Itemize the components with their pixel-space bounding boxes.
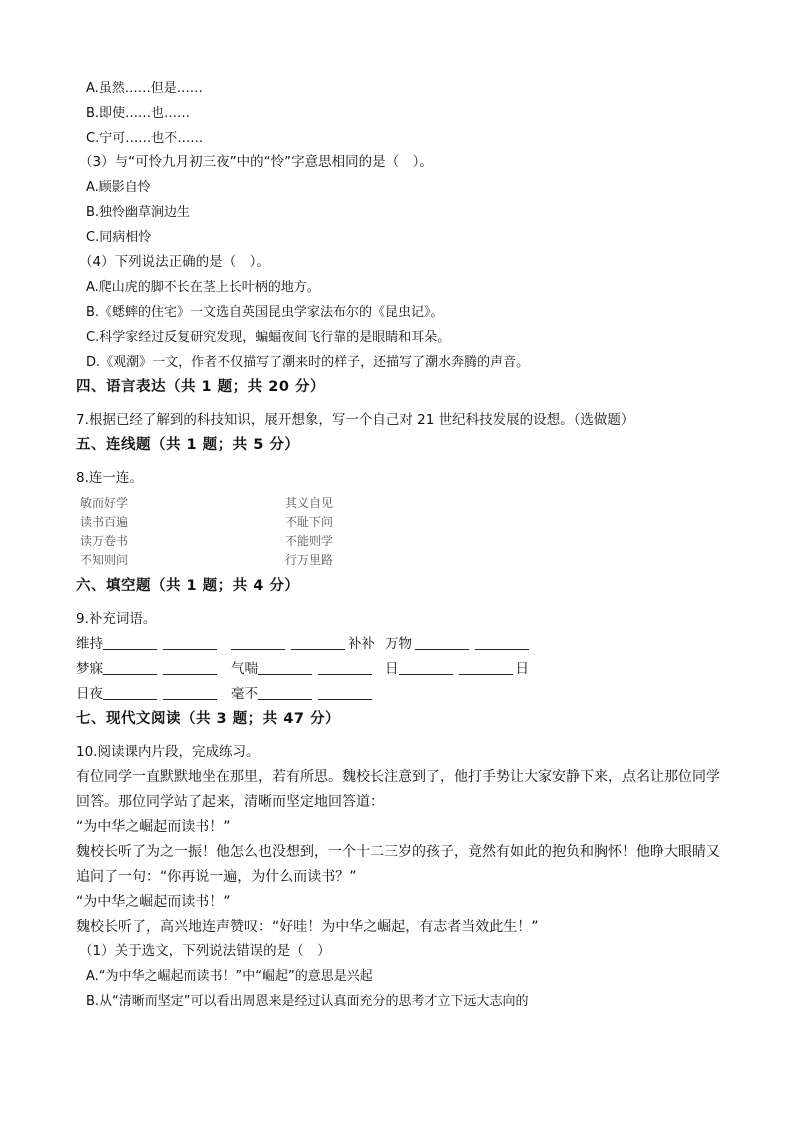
fill-blank[interactable] (163, 637, 217, 650)
fill-word: 万物 (385, 636, 412, 652)
fill-row (231, 687, 375, 702)
fill-blank[interactable] (415, 637, 469, 650)
match-left-item[interactable]: 读书百遍 (80, 515, 129, 529)
option-b: B.从“清晰而坚定”可以看出周恩来是经过认真面充分的思考才立下远大志向的 (86, 994, 529, 1009)
passage-line: 追问了一句：“你再说一遍，为什么而读书？” (76, 869, 357, 885)
match-left-item[interactable]: 读万卷书 (80, 534, 129, 548)
question-9: 9.补充词语。 (76, 611, 157, 627)
fill-word: 补补 (348, 636, 375, 652)
option-c: C.同病相怜 (86, 230, 152, 245)
passage-line: 魏校长听了，高兴地连声赞叹：“好哇！为中华之崛起，有志者当效此生！” (76, 919, 539, 935)
fill-blank[interactable] (103, 687, 157, 700)
fill-blank[interactable] (459, 662, 513, 675)
question-10: 10.阅读课内片段，完成练习。 (76, 744, 260, 760)
fill-word: 日 (515, 661, 529, 677)
fill-row (76, 662, 220, 677)
fill-blank[interactable] (163, 662, 217, 675)
fill-word: 梦寐 (76, 661, 103, 677)
fill-blank[interactable] (475, 637, 529, 650)
fill-word: 维持 (76, 636, 103, 652)
option-c: C.科学家经过反复研究发现，蝙蝠夜间飞行靠的是眼睛和耳朵。 (86, 330, 451, 345)
match-right-item[interactable]: 不耻下问 (285, 515, 334, 529)
section-heading: 六、填空题（共 1 题；共 4 分） (76, 578, 300, 594)
fill-word: 日夜 (76, 686, 103, 702)
question-stem: （1）关于选文，下列说法错误的是（ ） (79, 943, 331, 959)
option-b: B.即使……也…… (86, 106, 191, 121)
fill-blank[interactable] (103, 637, 157, 650)
question-7: 7.根据已经了解到的科技知识，展开想象，写一个自己对 21 世纪科技发展的设想。（选做题） (76, 412, 635, 428)
option-d: D.《观潮》一文，作者不仅描写了潮来时的样子，还描写了潮水奔腾的声音。 (86, 355, 530, 370)
match-right-item[interactable]: 不能则学 (285, 534, 334, 548)
fill-row (385, 637, 532, 652)
fill-word: 毫不 (231, 686, 258, 702)
fill-row (76, 637, 220, 652)
option-c: C.宁可……也不…… (86, 131, 204, 146)
passage-line: 魏校长听了为之一振！他怎么也没想到，一个十二三岁的孩子，竟然有如此的抱负和胸怀！他睁大眼睛又 (76, 844, 720, 860)
question-8: 8.连一连。 (76, 470, 143, 486)
match-left-item[interactable]: 敏而好学 (80, 496, 129, 510)
fill-blank[interactable] (258, 662, 312, 675)
fill-word: 日 (385, 661, 399, 677)
match-right-item[interactable]: 行万里路 (285, 553, 334, 567)
option-b: B.《蟋蟀的住宅》一文选自英国昆虫学家法布尔的《昆虫记》。 (86, 305, 444, 320)
passage-line: 有位同学一直默默地坐在那里，若有所思。魏校长注意到了，他打手势让大家安静下来，点名让那位同学 (76, 769, 720, 785)
fill-blank[interactable] (399, 662, 453, 675)
fill-blank[interactable] (231, 637, 285, 650)
passage-line: 回答。那位同学站了起来，清晰而坚定地回答道： (76, 794, 384, 810)
section-heading: 四、语言表达（共 1 题；共 20 分） (76, 379, 325, 395)
option-a: A.顾影自怜 (86, 180, 151, 195)
fill-blank[interactable] (163, 687, 217, 700)
question-stem: （4）下列说法正确的是（ ）。 (79, 254, 270, 270)
section-heading: 五、连线题（共 1 题；共 5 分） (76, 437, 300, 453)
fill-blank[interactable] (258, 687, 312, 700)
match-right-item[interactable]: 其义自见 (285, 496, 334, 510)
fill-row (76, 687, 220, 702)
fill-blank[interactable] (103, 662, 157, 675)
fill-row (385, 662, 529, 677)
question-stem: （3）与“可怜九月初三夜”中的“怜”字意思相同的是（ ）。 (79, 154, 433, 170)
fill-word: 气喘 (231, 661, 258, 677)
section-heading: 七、现代文阅读（共 3 题；共 47 分） (76, 711, 340, 727)
fill-row (231, 637, 375, 652)
option-a: A.爬山虎的脚不长在茎上长叶柄的地方。 (86, 280, 320, 295)
option-a: A.“为中华之崛起而读书！”中“崛起”的意思是兴起 (86, 969, 373, 984)
fill-blank[interactable] (318, 662, 372, 675)
fill-blank[interactable] (291, 637, 345, 650)
match-left-item[interactable]: 不知则问 (80, 553, 129, 567)
option-a: A.虽然……但是…… (86, 81, 203, 96)
passage-line: “为中华之崛起而读书！” (76, 819, 231, 835)
passage-line: “为中华之崛起而读书！” (76, 894, 231, 910)
fill-row (231, 662, 375, 677)
fill-blank[interactable] (318, 687, 372, 700)
option-b: B.独怜幽草涧边生 (86, 205, 191, 220)
